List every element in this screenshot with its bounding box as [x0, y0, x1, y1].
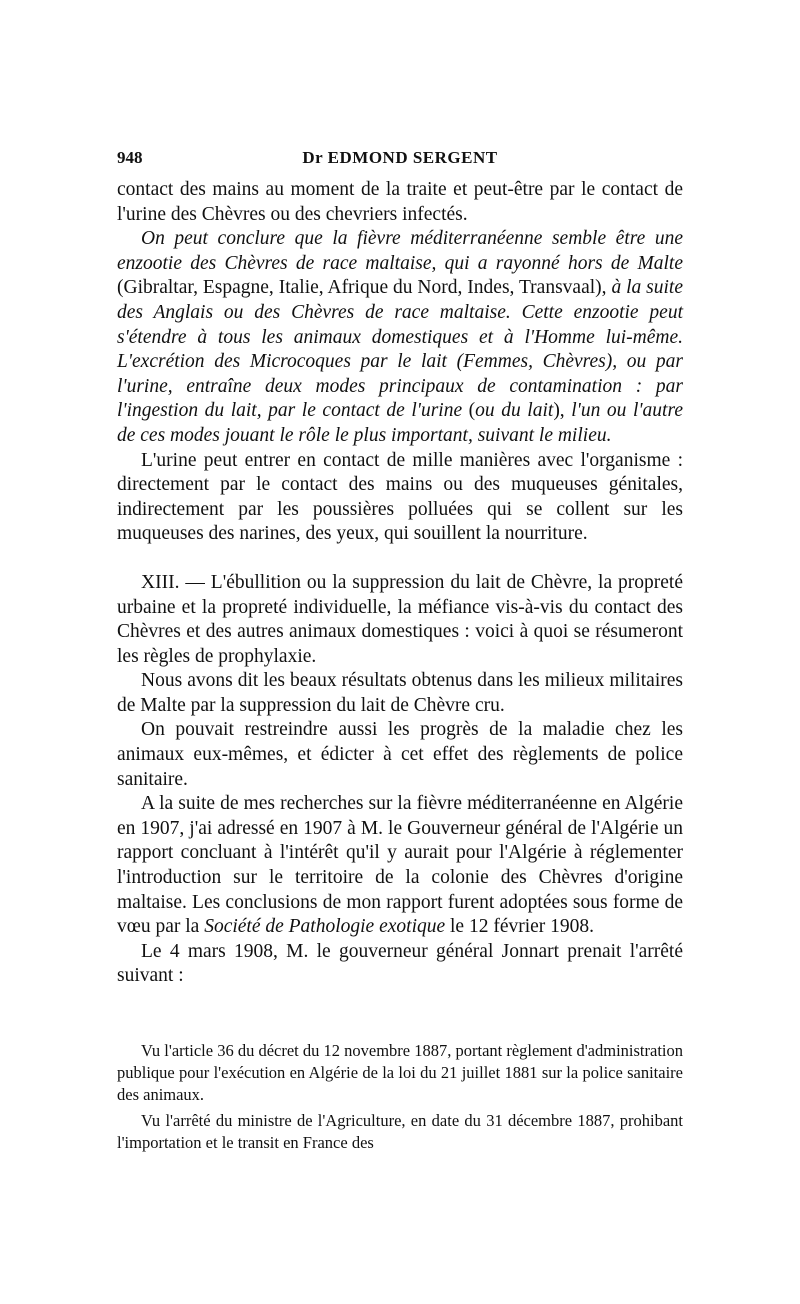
roman-span: (Gibraltar, Espagne, Italie, Afrique du Nord, Indes, Transvaal), [117, 277, 612, 299]
paragraph-section-xiii: XIII. — L'ébullition ou la suppression du lait de Chèvre, la propreté urbaine et la propreté individuelle, la méfiance vis-à-vis du contact des Chèvres et des autres animaux domestiques : voici à quoi se résumeront les règles de prophylaxie. [117, 571, 683, 667]
italic-span: à la suite des Anglais ou des Chèvres de race maltaise. Cette enzootie peut s'étendre à tous les animaux domestiques et à l'Homme lui-même. L'excrétion des Microcoques par le lait (Femmes, Chèvres), ou par l'urine, entraîne deux modes principaux de contamination : par l'ingestion du lait, par le contact de l'urine [117, 277, 683, 422]
decree-paragraph: Vu l'arrêté du ministre de l'Agriculture, en date du 31 décembre 1887, prohibant l'importation et le transit en France des [117, 1111, 683, 1152]
paragraph-arrete: Le 4 mars 1908, M. le gouverneur général Jonnart prenait l'arrêté suivant : [117, 940, 683, 987]
main-text [117, 178, 683, 989]
paragraph-malte: Nous avons dit les beaux résultats obtenus dans les milieux militaires de Malte par la suppression du lait de Chèvre cru. [117, 670, 683, 716]
paragraph-urine: L'urine peut entrer en contact de mille manières avec l'organisme : directement par le contact des mains ou des muqueuses génitales, indirectement par les poussières polluées qui se collent sur les muqueuses des narines, des yeux, qui souillent la nourriture. [117, 449, 683, 545]
italic-span: ou du lait [475, 400, 554, 422]
italic-span: Société de Pathologie exotique [204, 916, 446, 938]
italic-span: On peut conclure que la fièvre méditerranéenne semble être une enzootie des Chèvres de race maltaise, qui a rayonné hors de Malte [117, 228, 683, 274]
roman-span: ), [553, 400, 572, 422]
paragraph-continuation: contact des mains au moment de la traite et peut-être par le contact de l'urine des Chèvres ou des chevriers infectés. [117, 179, 683, 225]
roman-span: ( [462, 400, 476, 422]
paragraph-algerie [117, 792, 683, 940]
paragraph-police: On pouvait restreindre aussi les progrès de la maladie chez les animaux eux-mêmes, et édicter à cet effet des règlements de police sanitaire. [117, 719, 683, 790]
roman-span: le 12 février 1908. [445, 916, 595, 938]
quoted-decree [117, 1040, 683, 1154]
roman-span: A la suite de mes recherches sur la fièvre méditerranéenne en Algérie en 1907, j'ai adressé en 1907 à M. le Gouverneur général de l'Algérie un rapport concluant à l'intérêt qu'il y aurait pour l'Algérie à réglementer l'introduction sur le territoire de la colonie des Chèvres d'origine maltaise. Les conclusions de mon rapport furent adoptées sous forme de vœu par la [117, 793, 683, 938]
page-header [117, 144, 683, 172]
paragraph-conclusion [117, 227, 683, 448]
running-title: Dr EDMOND SERGENT [302, 148, 498, 167]
italic-span: l'un ou l'autre de ces modes jouant le rôle le plus important, suivant le milieu. [117, 400, 683, 446]
page-number: 948 [117, 148, 143, 167]
decree-paragraph: Vu l'article 36 du décret du 12 novembre 1887, portant règlement d'administration publique pour l'exécution en Algérie de la loi du 21 juillet 1881 sur la police sanitaire des animaux. [117, 1041, 683, 1104]
